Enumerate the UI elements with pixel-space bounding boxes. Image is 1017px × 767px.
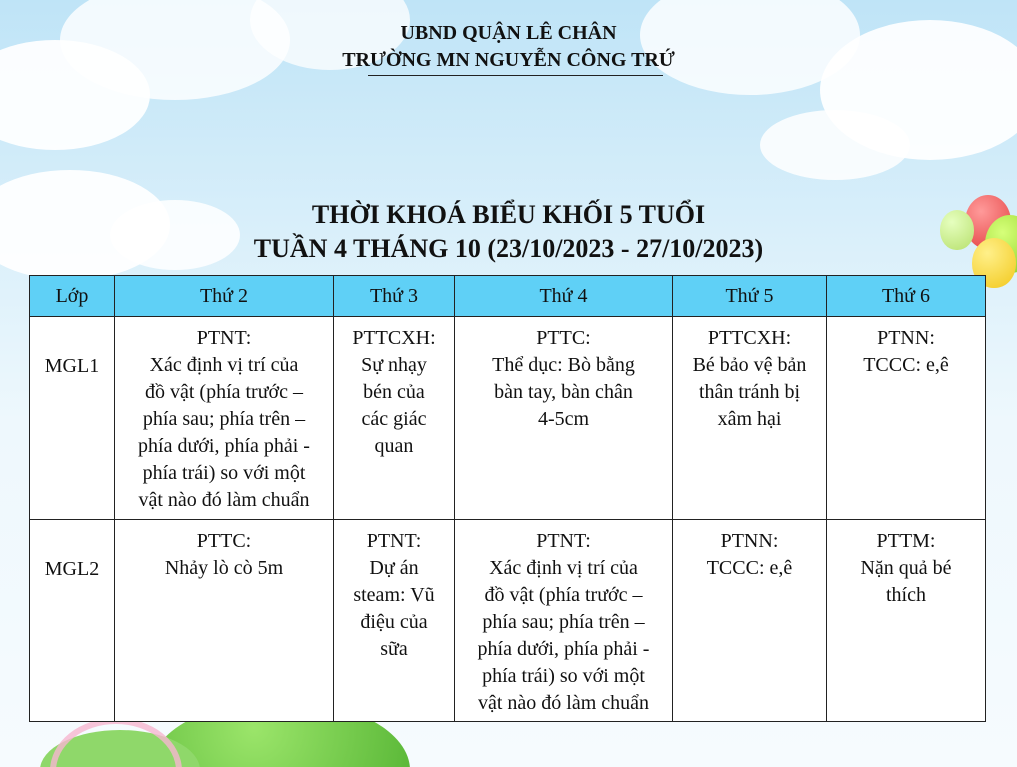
header-cell-friday: Thứ 6 bbox=[827, 276, 986, 317]
org-name-line2: TRƯỜNG MN NGUYỄN CÔNG TRỨ bbox=[342, 49, 675, 71]
schedule-table bbox=[29, 275, 986, 722]
cell-text-line: xâm hại bbox=[717, 408, 782, 430]
table-row bbox=[30, 520, 986, 722]
cloud-decoration bbox=[760, 110, 910, 180]
cell-text-line: Nhảy lò cò 5m bbox=[164, 557, 284, 579]
cell-text-line: Xác định vị trí của bbox=[489, 557, 638, 579]
cell-text-line: PTNT: bbox=[366, 530, 422, 552]
cell-text-line: phía sau; phía trên – bbox=[482, 611, 645, 633]
table-body bbox=[30, 317, 986, 722]
cell-text-line: thân tránh bị bbox=[698, 381, 801, 403]
schedule-cell bbox=[115, 317, 334, 520]
cell-text-line: phía trái) so với một bbox=[142, 462, 306, 484]
cell-text-line: đồ vật (phía trước – bbox=[144, 381, 304, 403]
cell-text-line: TCCC: e,ê bbox=[706, 557, 793, 579]
schedule-cell bbox=[115, 520, 334, 722]
cell-text-line: 4-5cm bbox=[537, 408, 590, 430]
cell-text-line: Xác định vị trí của bbox=[149, 354, 299, 376]
org-underline bbox=[368, 75, 663, 76]
cell-text-line: vật nào đó làm chuẩn bbox=[477, 692, 650, 714]
schedule-cell bbox=[673, 317, 827, 520]
header-cell-wednesday: Thứ 4 bbox=[455, 276, 673, 317]
schedule-cell bbox=[673, 520, 827, 722]
header-cell-thursday: Thứ 5 bbox=[673, 276, 827, 317]
cell-text-line: bàn tay, bàn chân bbox=[494, 381, 633, 403]
cell-text-line: quan bbox=[374, 435, 414, 457]
table-row bbox=[30, 317, 986, 520]
schedule-cell bbox=[455, 317, 673, 520]
cell-text-line: Bé bảo vệ bản bbox=[692, 354, 807, 376]
schedule-cell bbox=[827, 317, 986, 520]
cell-text-line: PTNT: bbox=[196, 327, 252, 349]
cell-text-line: Sự nhạy bbox=[361, 354, 427, 376]
cell-text-line: điệu của bbox=[360, 611, 428, 633]
page-title: THỜI KHOÁ BIỂU KHỐI 5 TUỔI bbox=[311, 200, 706, 229]
schedule-cell bbox=[455, 520, 673, 722]
cell-text-line: PTNN: bbox=[720, 530, 779, 552]
cell-text-line: vật nào đó làm chuẩn bbox=[138, 489, 310, 511]
cell-text-line: TCCC: e,ê bbox=[863, 354, 949, 376]
cell-text-line: PTNN: bbox=[877, 327, 935, 349]
header-cell-monday: Thứ 2 bbox=[115, 276, 334, 317]
class-name-cell: MGL2 bbox=[30, 520, 115, 722]
cell-text-line: sữa bbox=[380, 638, 408, 660]
rainbow-decoration bbox=[50, 718, 182, 767]
schedule-cell bbox=[334, 317, 455, 520]
cell-text-line: PTNT: bbox=[536, 530, 591, 552]
cell-text-line: steam: Vũ bbox=[353, 584, 435, 606]
cell-text-line: phía trái) so với một bbox=[482, 665, 645, 687]
header-cell-class: Lớp bbox=[30, 276, 115, 317]
cell-text-line: PTTC: bbox=[196, 530, 252, 552]
cell-text-line: Thể dục: Bò bằng bbox=[492, 354, 635, 376]
schedule-cell bbox=[827, 520, 986, 722]
header-cell-tuesday: Thứ 3 bbox=[334, 276, 455, 317]
page-subtitle: TUẦN 4 THÁNG 10 (23/10/2023 - 27/10/2023) bbox=[253, 234, 764, 263]
cell-text-line: đồ vật (phía trước – bbox=[484, 584, 643, 606]
class-name-cell: MGL1 bbox=[30, 317, 115, 520]
cell-text-line: PTTCXH: bbox=[352, 327, 436, 349]
cell-text-line: Nặn quả bé bbox=[860, 557, 952, 579]
cell-text-line: các giác bbox=[361, 408, 427, 430]
schedule-cell bbox=[334, 520, 455, 722]
cell-text-line: bén của bbox=[363, 381, 425, 403]
cell-text-line: thích bbox=[886, 584, 926, 606]
cell-text-line: PTTC: bbox=[536, 327, 591, 349]
cell-text-line: phía dưới, phía phải - bbox=[477, 638, 650, 660]
cell-text-line: PTTCXH: bbox=[707, 327, 792, 349]
cell-text-line: phía dưới, phía phải - bbox=[138, 435, 310, 457]
org-name-line1: UBND QUẬN LÊ CHÂN bbox=[400, 22, 617, 44]
table-header-row bbox=[30, 276, 986, 317]
cell-text-line: PTTM: bbox=[876, 530, 936, 552]
cell-text-line: Dự án bbox=[369, 557, 419, 579]
cell-text-line: phía sau; phía trên – bbox=[142, 408, 306, 430]
